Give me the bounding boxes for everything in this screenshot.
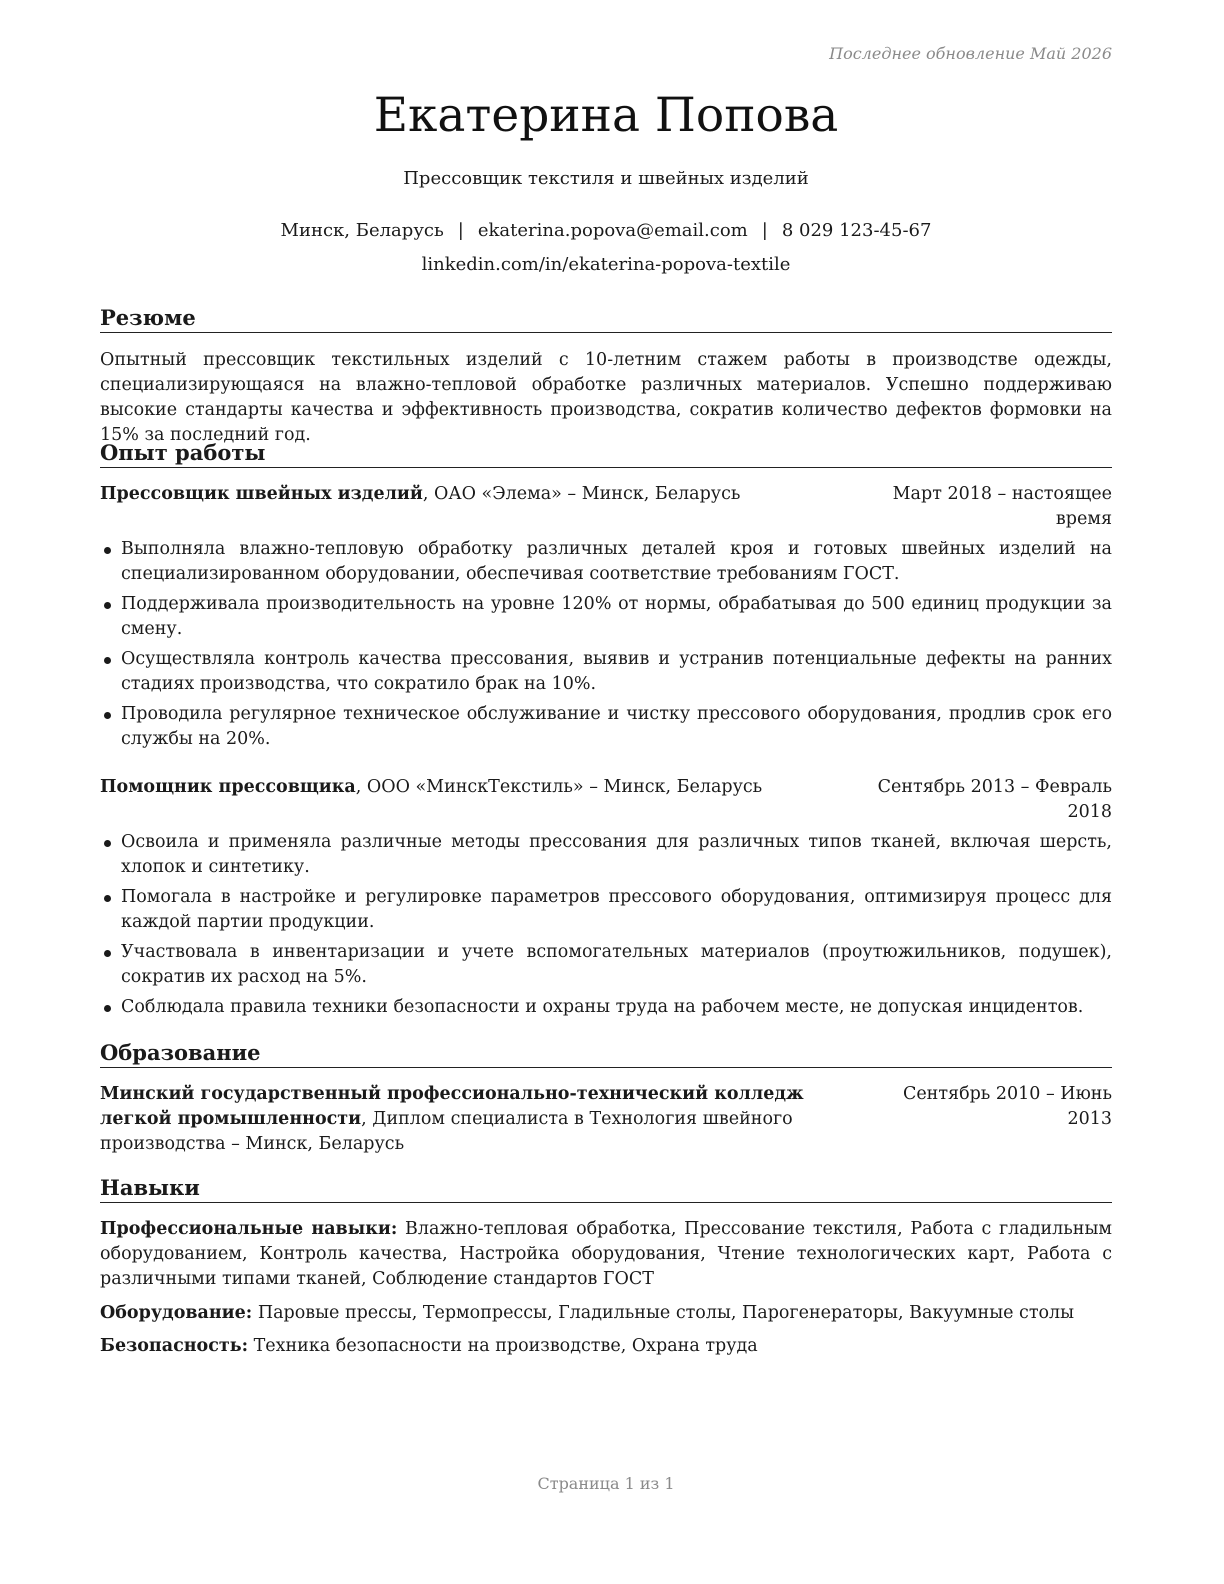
contact-line [100, 218, 1112, 244]
job-role: Прессовщик швейных изделий [100, 484, 423, 504]
summary-text: Опытный прессовщик текстильных изделий с 10-летним стажем работы в производстве одежды, специализирующаяся на влажно-тепловой обработке различных материалов. Успешно поддерживаю высокие стандарты качества и эффективность производства, сократив количество дефектов формовки на 15% за последний год. [100, 350, 1112, 445]
job-header [100, 775, 1112, 825]
page-number: Страница 1 из 1 [537, 1474, 675, 1493]
location: Минск, Беларусь [280, 220, 444, 241]
education-entry [100, 1082, 880, 1157]
job-title-line [100, 775, 860, 800]
list-item: Поддерживала производительность на уровне 120% от нормы, обрабатывая до 500 единиц продукции за смену. [100, 592, 1112, 642]
skill-label: Профессиональные навыки: [100, 1219, 398, 1239]
section-title-experience: Опыт работы [100, 439, 1112, 468]
job-title-line [100, 482, 860, 507]
skill-label: Оборудование: [100, 1303, 253, 1323]
resume-page [100, 0, 1112, 1584]
job-company: , ОАО «Элема» – Минск, Беларусь [422, 484, 741, 504]
degree-details: , Диплом специалиста в Технология швейного производства – Минск, Беларусь [100, 1109, 793, 1154]
skill-text: Влажно-тепловая обработка, Прессование текстиля, Работа с гладильным оборудованием, Контроль качества, Настройка оборудования, Чтение технологических карт, Работа с различными типами тканей, Соблюдение стандартов ГОСТ [100, 1219, 1113, 1289]
section-title-skills: Навыки [100, 1174, 1112, 1203]
last-updated: Последнее обновление Май 2026 [829, 44, 1112, 63]
list-item: Освоила и применяла различные методы прессования для различных типов тканей, включая шерсть, хлопок и синтетику. [100, 830, 1112, 880]
job-bullets [100, 537, 1112, 757]
section-title-education: Образование [100, 1039, 1112, 1068]
job-dates: Март 2018 – настоящее время [892, 484, 1112, 529]
job-role: Помощник прессовщика [100, 777, 356, 797]
skill-label: Безопасность: [100, 1336, 249, 1356]
job-bullets [100, 830, 1112, 1025]
job-title: Прессовщик текстиля и швейных изделий [403, 168, 809, 189]
candidate-name: Екатерина Попова [373, 88, 839, 143]
list-item: Помогала в настройке и регулировке параметров прессового оборудования, оптимизируя процесс для каждой партии продукции. [100, 885, 1112, 935]
job-company: , ООО «МинскТекстиль» – Минск, Беларусь [355, 777, 763, 797]
school-name: Минский государственный профессионально-технический колледж легкой промышленности [100, 1084, 804, 1129]
list-item: Осуществляла контроль качества прессования, выявив и устранив потенциальные дефекты на ранних стадиях производства, что сократило брак на 10%. [100, 647, 1112, 697]
phone: 8 029 123-45-67 [781, 220, 932, 241]
list-item: Выполняла влажно-тепловую обработку различных деталей кроя и готовых швейных изделий на специализированном оборудовании, обеспечивая соответствие требованиям ГОСТ. [100, 537, 1112, 587]
job-dates: Сентябрь 2013 – Февраль 2018 [877, 777, 1112, 822]
separator: | [761, 220, 768, 241]
list-item: Проводила регулярное техническое обслуживание и чистку прессового оборудования, продлив срок его службы на 20%. [100, 702, 1112, 752]
skill-text: Техника безопасности на производстве, Охрана труда [248, 1336, 758, 1356]
list-item: Участвовала в инвентаризации и учете вспомогательных материалов (проутюжильников, подушек), сократив их расход на 5%. [100, 940, 1112, 990]
linkedin-link[interactable]: linkedin.com/in/ekaterina-popova-textile [421, 254, 791, 275]
skill-line [100, 1334, 1112, 1359]
job-header [100, 482, 1112, 532]
section-title-summary: Резюме [100, 304, 1112, 333]
skill-line [100, 1217, 1112, 1292]
email-link[interactable]: ekaterina.popova@email.com [477, 220, 748, 241]
separator: | [457, 220, 464, 241]
skill-line [100, 1301, 1112, 1326]
skill-text: Паровые прессы, Термопрессы, Гладильные столы, Парогенераторы, Вакуумные столы [252, 1303, 1075, 1323]
list-item: Соблюдала правила техники безопасности и охраны труда на рабочем месте, не допуская инцидентов. [100, 995, 1112, 1020]
education-dates: Сентябрь 2010 – Июнь 2013 [902, 1084, 1112, 1129]
